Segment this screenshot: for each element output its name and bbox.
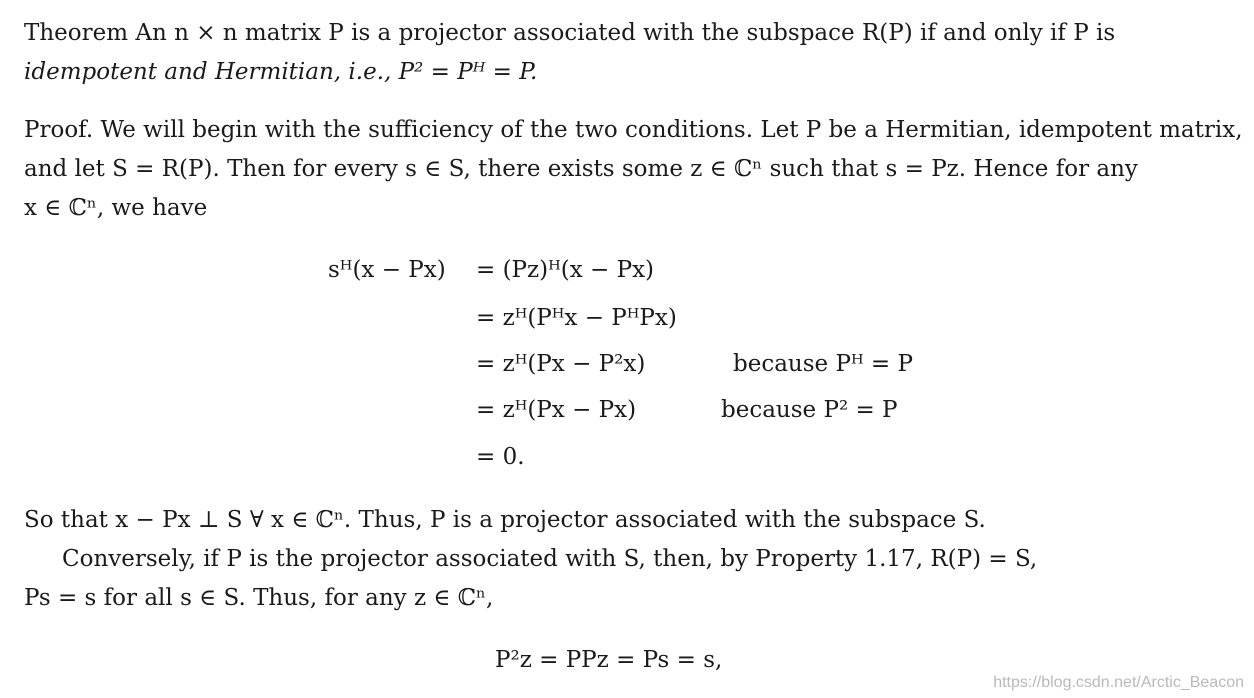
conclusion-line-2: Conversely, if P is the projector associated with S, then, by Property 1.17, R(P) = S, [62, 546, 1038, 572]
proof-line-2: and let S = R(P). Then for every s ∈ S, there exists some z ∈ ℂⁿ such that s = Pz. Hence for any [24, 156, 1138, 182]
theorem-line-1: Theorem An n × n matrix P is a projector associated with the subspace R(P) if and only if P is [24, 20, 1116, 46]
watermark: https://blog.csdn.net/Arctic_Beacon [993, 674, 1244, 691]
conclusion-line-3: Ps = s for all s ∈ S. Thus, for any z ∈ ℂⁿ, [24, 585, 494, 611]
equation-lhs-1: sᴴ(x − Px) [328, 257, 446, 283]
equation-rhs-1: = (Pz)ᴴ(x − Px) [476, 257, 655, 283]
equation-note-4: because P² = P [721, 397, 898, 423]
equation-rhs-4: = zᴴ(Px − Px) [476, 397, 637, 423]
equation-note-3: because Pᴴ = P [733, 351, 913, 377]
proof-line-1: Proof. We will begin with the sufficiency of the two conditions. Let P be a Hermitian, idempotent matrix, [24, 117, 1243, 143]
theorem-line-2: idempotent and Hermitian, i.e., P² = Pᴴ = P. [24, 59, 538, 85]
equation-rhs-2: = zᴴ(Pᴴx − PᴴPx) [476, 305, 677, 331]
proof-line-3: x ∈ ℂⁿ, we have [24, 195, 208, 221]
equation-rhs-5: = 0. [476, 444, 525, 470]
final-equation: P²z = PPz = Ps = s, [495, 647, 723, 673]
equation-rhs-3: = zᴴ(Px − P²x) [476, 351, 646, 377]
conclusion-line-1: So that x − Px ⊥ S ∀ x ∈ ℂⁿ. Thus, P is a projector associated with the subspace S. [24, 507, 986, 533]
